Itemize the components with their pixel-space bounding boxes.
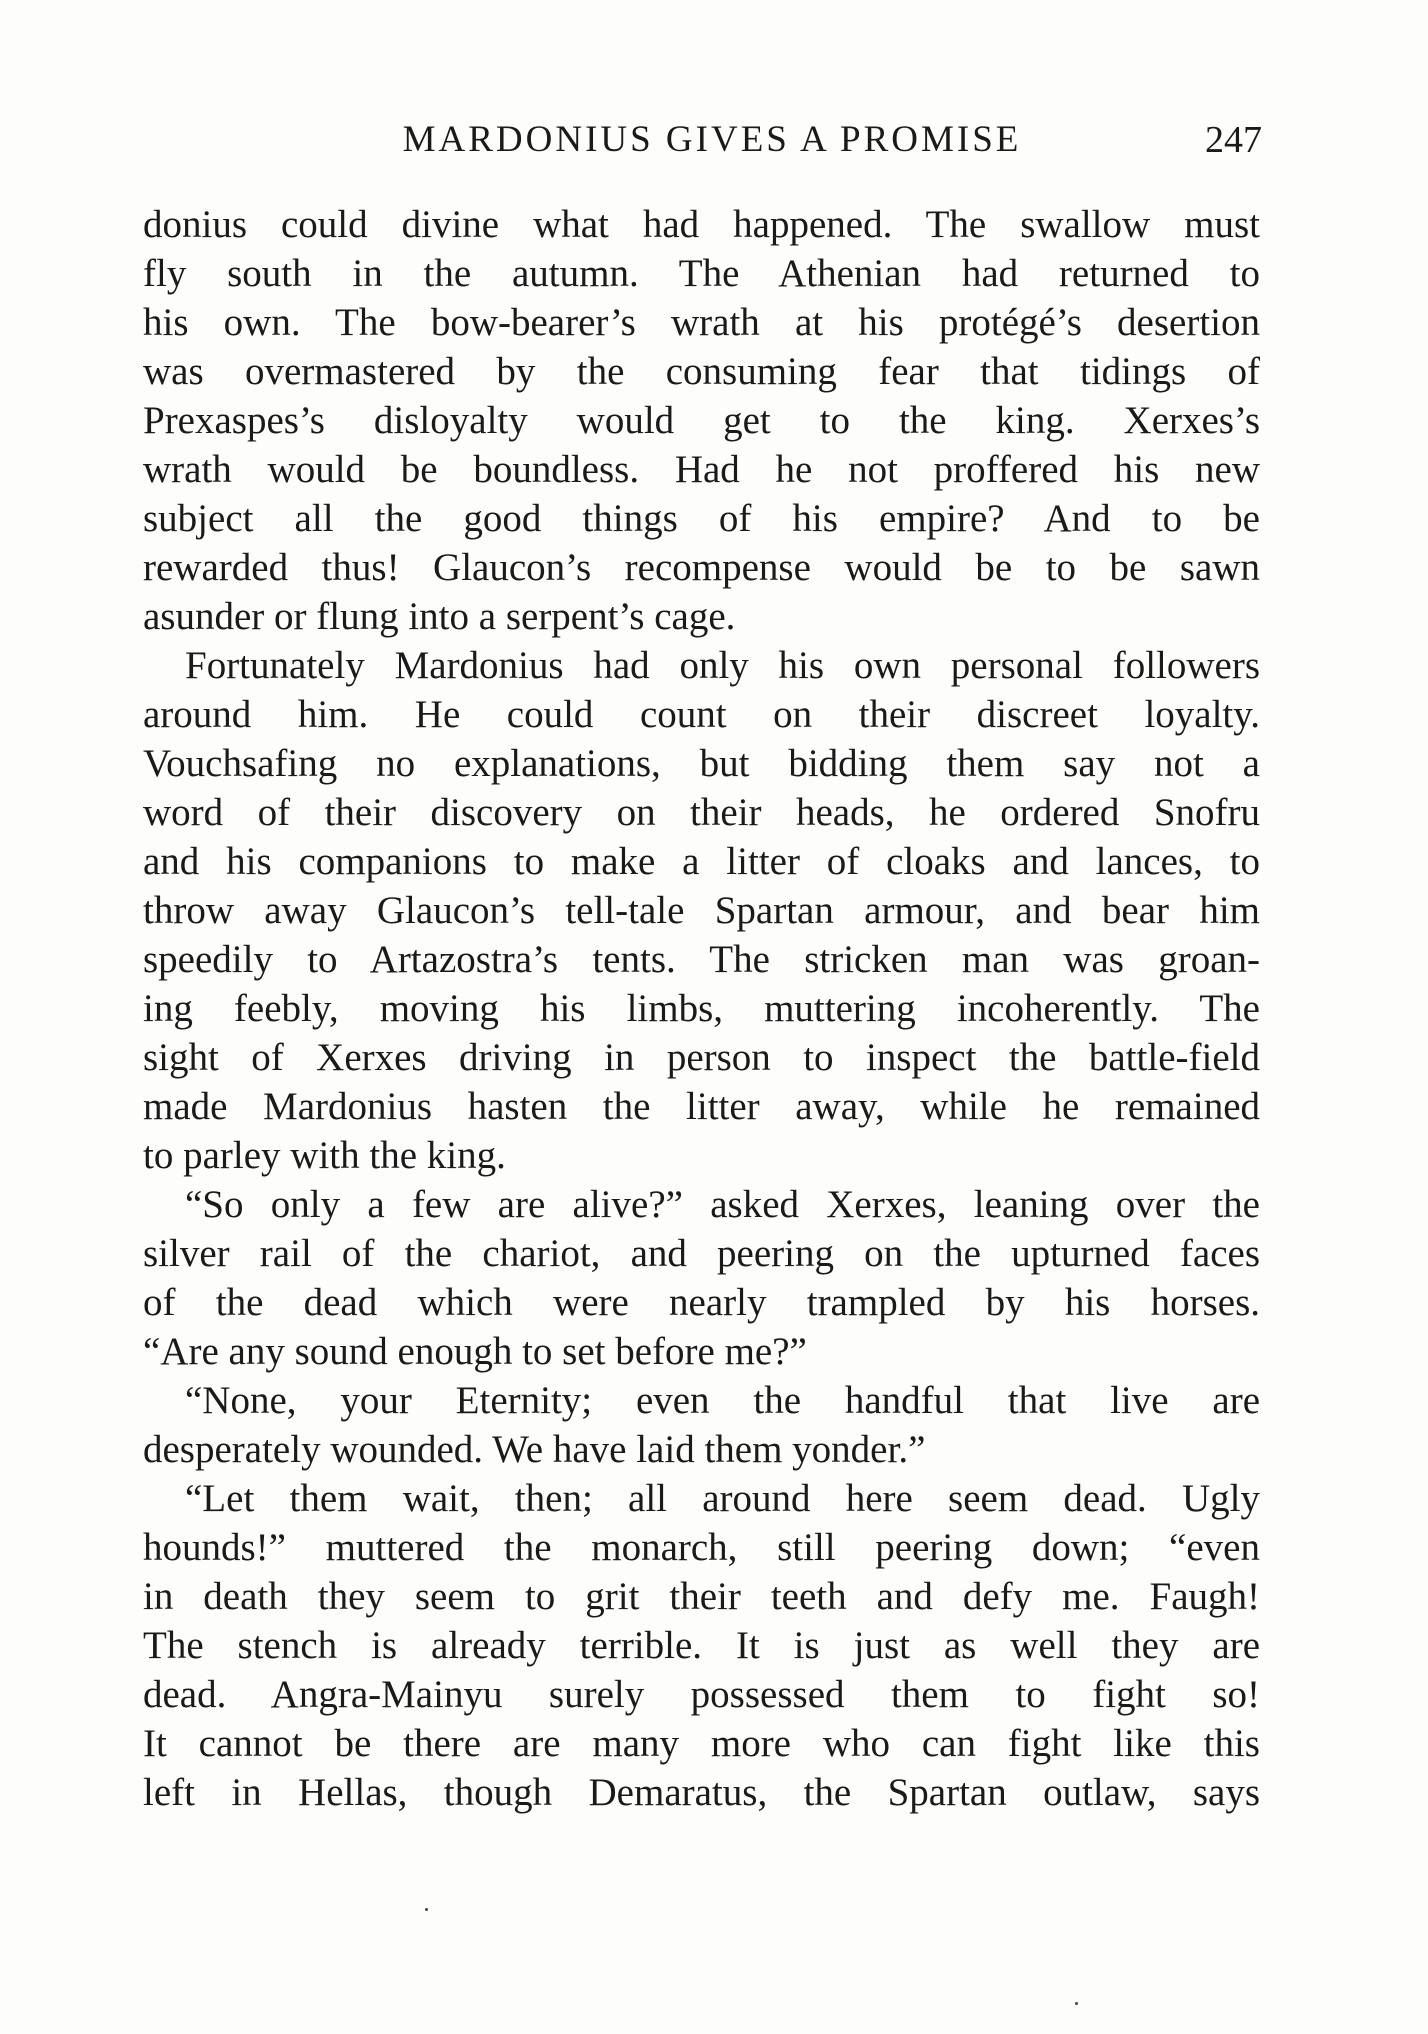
text-line: donius could divine what had happened. The swallow must — [143, 203, 1260, 246]
text-line: was overmastered by the consuming fear that tidings of — [143, 350, 1260, 393]
print-speck — [1075, 2002, 1078, 2005]
text-line: and his companions to make a litter of cloaks and lances, to — [143, 840, 1260, 883]
text-line: dead. Angra-Mainyu surely possessed them to fight so! — [143, 1673, 1260, 1716]
text-line: to parley with the king. — [143, 1134, 506, 1177]
text-line: silver rail of the chariot, and peering on the upturned faces — [143, 1232, 1260, 1275]
text-line: sight of Xerxes driving in person to inspect the battle-field — [143, 1036, 1260, 1079]
text-line: his own. The bow-bearer’s wrath at his protégé’s desertion — [143, 301, 1260, 344]
running-title: MARDONIUS GIVES A PROMISE — [402, 119, 1022, 160]
text-line: Fortunately Mardonius had only his own personal followers — [185, 644, 1260, 687]
text-line: of the dead which were nearly trampled by his horses. — [143, 1281, 1260, 1324]
text-line: asunder or flung into a serpent’s cage. — [143, 595, 736, 638]
text-line: ing feebly, moving his limbs, muttering incoherently. The — [143, 987, 1260, 1030]
text-line: left in Hellas, though Demaratus, the Spartan outlaw, says — [143, 1771, 1260, 1814]
text-line: around him. He could count on their discreet loyalty. — [143, 693, 1260, 736]
text-line: fly south in the autumn. The Athenian had returned to — [143, 252, 1260, 295]
text-line: in death they seem to grit their teeth and defy me. Faugh! — [143, 1575, 1260, 1618]
print-speck — [425, 1908, 428, 1911]
text-line: rewarded thus! Glaucon’s recompense would be to be sawn — [143, 546, 1260, 589]
text-line: “None, your Eternity; even the handful that live are — [185, 1379, 1260, 1422]
text-line: Vouchsafing no explanations, but bidding them say not a — [143, 742, 1260, 785]
text-line: “Are any sound enough to set before me?” — [143, 1330, 807, 1373]
text-line: “So only a few are alive?” asked Xerxes, leaning over the — [185, 1183, 1260, 1226]
text-line: Prexaspes’s disloyalty would get to the king. Xerxes’s — [143, 399, 1260, 442]
text-line: The stench is already terrible. It is just as well they are — [143, 1624, 1260, 1667]
running-head — [142, 112, 1262, 168]
text-line: It cannot be there are many more who can fight like this — [143, 1722, 1260, 1765]
body-text — [143, 200, 1260, 1817]
text-line: “Let them wait, then; all around here seem dead. Ugly — [185, 1477, 1260, 1520]
text-line: desperately wounded. We have laid them yonder.” — [143, 1428, 926, 1471]
text-line: subject all the good things of his empire? And to be — [143, 497, 1260, 540]
text-line: wrath would be boundless. Had he not proffered his new — [143, 448, 1260, 491]
text-line: speedily to Artazostra’s tents. The stricken man was groan- — [143, 938, 1260, 981]
text-line: word of their discovery on their heads, he ordered Snofru — [143, 791, 1260, 834]
text-line: made Mardonius hasten the litter away, while he remained — [143, 1085, 1260, 1128]
page-number: 247 — [1205, 119, 1262, 161]
text-line: throw away Glaucon’s tell-tale Spartan armour, and bear him — [143, 889, 1260, 932]
text-line: hounds!” muttered the monarch, still peering down; “even — [143, 1526, 1260, 1569]
